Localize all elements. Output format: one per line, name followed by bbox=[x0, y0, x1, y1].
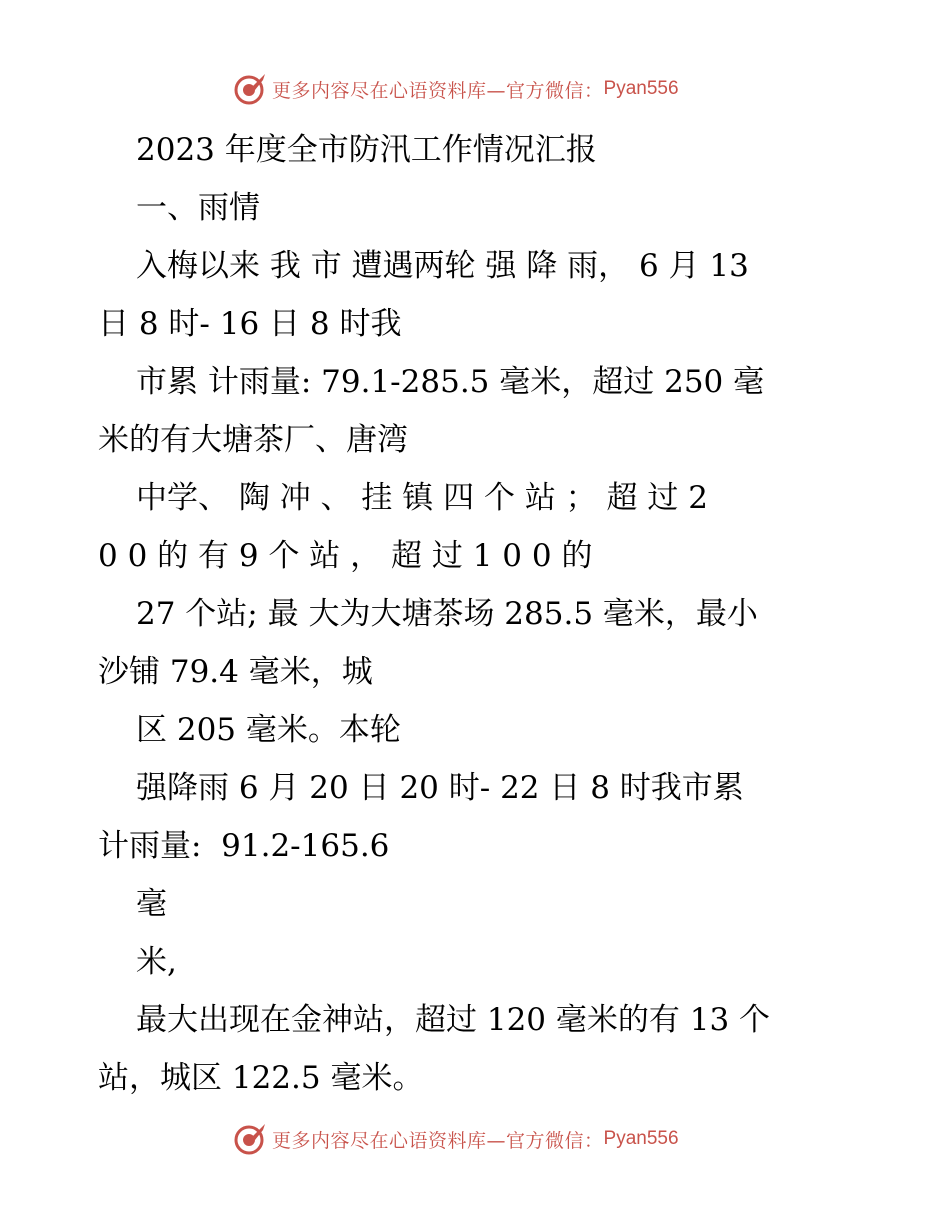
text-line: 中学、 陶 冲 、 挂 镇 四 个 站 ； 超 过 2 bbox=[136, 480, 708, 516]
text-line: 市累 计雨量: 79.1-285.5 毫米，超过 250 毫 bbox=[136, 364, 765, 400]
text-line: 站，城区 122.5 毫米。 bbox=[98, 1060, 424, 1096]
text-line: 米的有大塘茶厂、唐湾 bbox=[98, 422, 408, 458]
watermark-handle: Pyan556 bbox=[603, 1128, 679, 1149]
text-line: 米, bbox=[136, 944, 177, 980]
watermark-text: 更多内容尽在心语资料库—官方微信： bbox=[272, 1129, 604, 1152]
text-line: 27 个站; 最 大为大塘茶场 285.5 毫米，最小 bbox=[136, 596, 758, 632]
document-title: 2023 年度全市防汛工作情况汇报 bbox=[136, 132, 597, 168]
header-watermark bbox=[232, 70, 679, 108]
watermark-text: 更多内容尽在心语资料库—官方微信： bbox=[272, 79, 604, 102]
text-line: 强降雨 6 月 20 日 20 时- 22 日 8 时我市累 bbox=[136, 770, 744, 806]
text-line: 最大出现在金神站，超过 120 毫米的有 13 个 bbox=[136, 1002, 771, 1038]
section-heading: 一、雨情 bbox=[136, 190, 260, 226]
text-line: 日 8 时- 16 日 8 时我 bbox=[98, 306, 402, 342]
quill-logo-icon bbox=[232, 71, 268, 107]
footer-watermark bbox=[232, 1120, 679, 1158]
text-line: 毫 bbox=[136, 886, 167, 922]
text-line: 计雨量: 91.2-165.6 bbox=[98, 828, 390, 864]
watermark-handle: Pyan556 bbox=[603, 78, 679, 99]
text-line: 入梅以来 我 市 遭遇两轮 强 降 雨， 6 月 13 bbox=[136, 248, 749, 284]
document-body bbox=[98, 121, 858, 1107]
text-line: 0 0 的 有 9 个 站 ， 超 过 1 0 0 的 bbox=[98, 538, 593, 574]
quill-logo-icon bbox=[232, 1121, 268, 1157]
text-line: 沙铺 79.4 毫米，城 bbox=[98, 654, 373, 690]
text-line: 区 205 毫米。本轮 bbox=[136, 712, 401, 748]
